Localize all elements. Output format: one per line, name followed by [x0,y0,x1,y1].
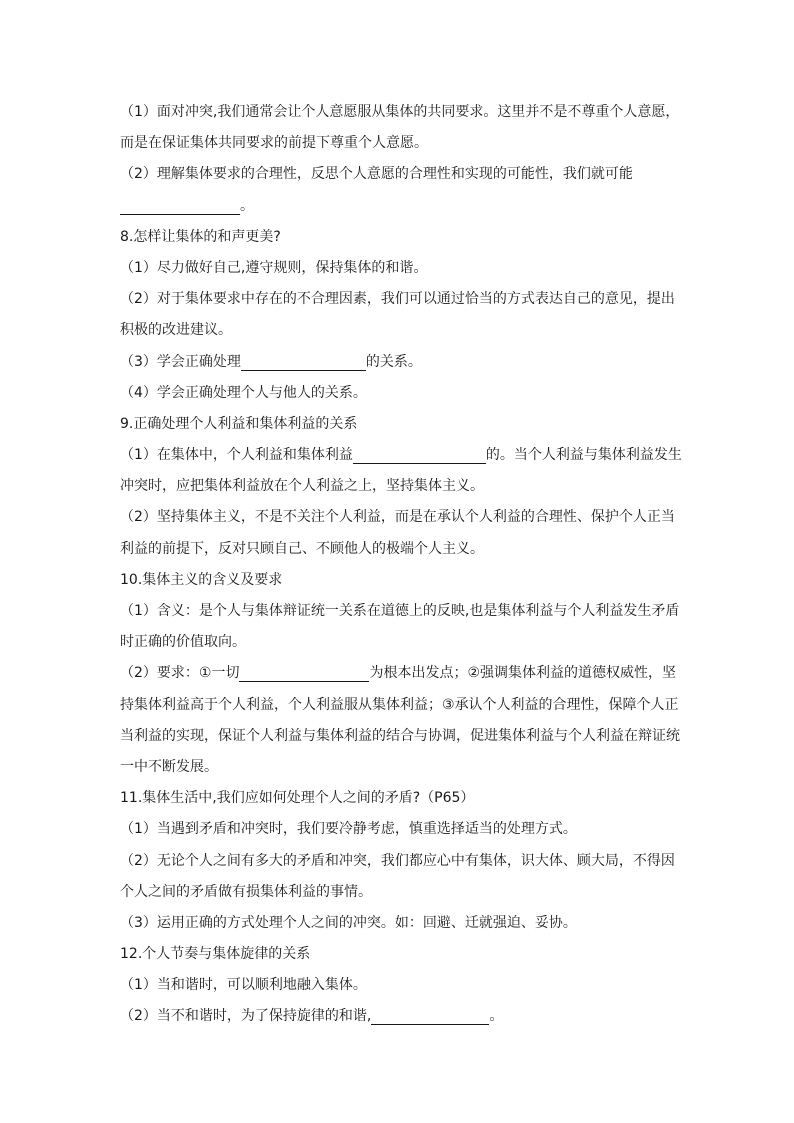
paragraph-line: （1）当遇到矛盾和冲突时，我们要冷静考虑，慎重选择适当的处理方式。 [120,821,577,838]
paragraph-line: 利益的前提下，反对只顾自己、不顾他人的极端个人主义。 [120,540,484,557]
question-heading: 12.个人节奏与集体旋律的关系 [120,946,311,963]
paragraph-line: （1）当和谐时，可以顺利地融入集体。 [120,977,367,994]
paragraph-line: （2）坚持集体主义，不是不关注个人利益，而是在承认个人利益的合理性、保护个人正当 [120,509,675,526]
paragraph-line: 当利益的实现，保证个人利益与集体利益的结合与协调，促进集体利益与个人利益在辩证统 [120,727,680,744]
line-suffix: 的。当个人利益与集体利益发生 [485,447,682,464]
paragraph-line: 时正确的价值取向。 [120,634,246,651]
paragraph-line: （1）含义：是个人与集体辩证统一关系在道德上的反映,也是集体利益与个人利益发生矛盾 [120,603,680,619]
paragraph-line: （2）理解集体要求的合理性，反思个人意愿的合理性和实现的可能性，我们就可能 [120,166,633,183]
line-end: 。 [240,197,254,214]
fill-blank-line [120,191,685,222]
line-suffix: 为根本出发点；②强调集体利益的道德权威性，坚 [369,665,677,682]
fill-blank-line [120,1001,685,1032]
question-heading: 8.怎样让集体的和声更美? [120,228,281,245]
paragraph-line: （2）对于集体要求中存在的不合理因素，我们可以通过恰当的方式表达自己的意见，提出 [120,291,675,308]
paragraph-line: 个人之间的矛盾做有损集体利益的事情。 [120,883,372,900]
paragraph-line: （4）学会正确处理个人与他人的关系。 [120,384,367,401]
answer-blank[interactable] [353,447,486,464]
line-prefix: （1）在集体中，个人利益和集体利益 [120,447,353,464]
line-end: 。 [489,1008,504,1025]
question-heading: 9.正确处理个人利益和集体利益的关系 [120,415,358,432]
fill-blank-line [120,347,685,378]
line-prefix: （2）当不和谐时，为了保持旋律的和谐, [120,1008,372,1025]
line-prefix: （2）要求：①一切 [120,665,240,682]
paragraph-line: （1）面对冲突,我们通常会让个人意愿服从集体的共同要求。这里并不是不尊重个人意愿， [120,104,680,120]
fill-blank-line [120,440,685,471]
answer-blank[interactable] [120,198,240,215]
line-suffix: 的关系。 [365,353,422,370]
question-heading: 11.集体生活中,我们应如何处理个人之间的矛盾?（P65） [120,790,475,807]
document-body [120,97,685,1033]
paragraph-line: 冲突时，应把集体利益放在个人利益之上，坚持集体主义。 [120,478,484,495]
paragraph-line: （3）运用正确的方式处理个人之间的冲突。如：回避、迁就强迫、妥协。 [120,914,577,931]
line-prefix: （3）学会正确处理 [120,353,241,370]
paragraph-line: 而是在保证集体共同要求的前提下尊重个人意愿。 [120,135,428,152]
question-heading: 10.集体主义的含义及要求 [120,571,283,588]
paragraph-line: （1）尽力做好自己,遵守规则，保持集体的和谐。 [120,259,428,276]
paragraph-line: 一中不断发展。 [120,758,218,775]
answer-blank[interactable] [371,1008,489,1025]
answer-blank[interactable] [239,665,369,682]
paragraph-line: 持集体利益高于个人利益，个人利益服从集体利益；③承认个人利益的合理性，保障个人正 [120,696,679,713]
answer-blank[interactable] [241,354,366,371]
paragraph-line: （2）无论个人之间有多大的矛盾和冲突，我们都应心中有集体，识大体、顾大局，不得因 [120,852,675,869]
fill-blank-line [120,658,685,689]
paragraph-line: 积极的改进建议。 [120,322,232,339]
